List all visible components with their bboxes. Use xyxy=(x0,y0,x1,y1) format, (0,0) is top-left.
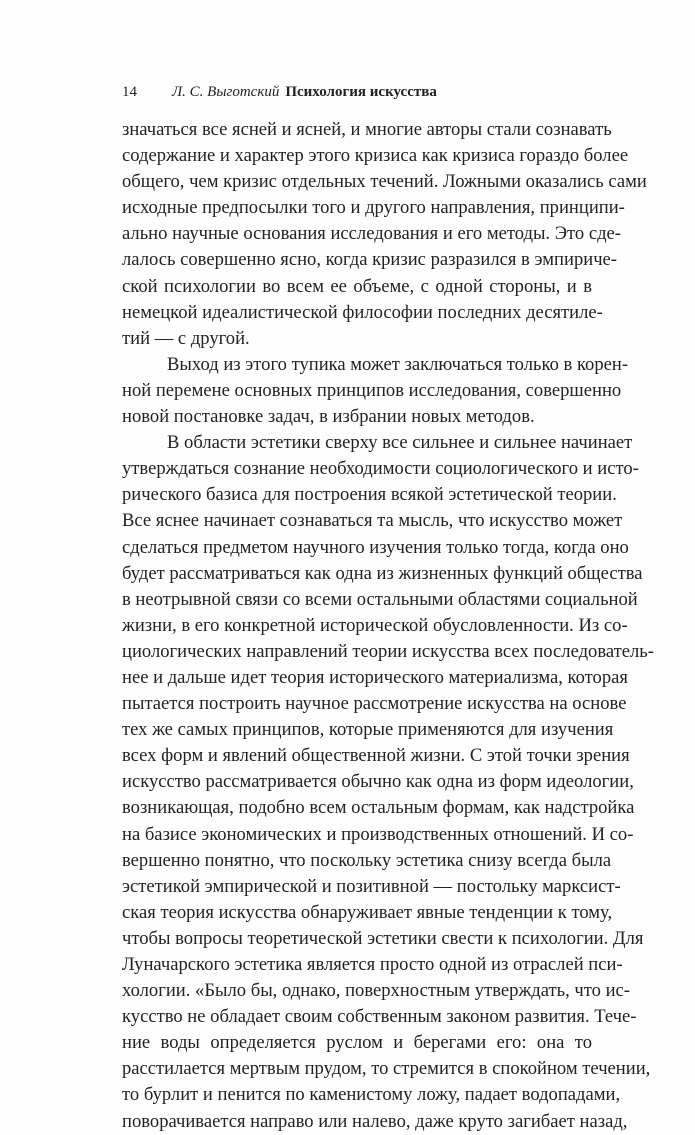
running-header-title: Психология искусства xyxy=(285,84,437,100)
paragraph xyxy=(122,430,654,1135)
text-line: ская теория искусства обнаруживает явные тенденции к тому, xyxy=(122,901,613,923)
text-line: ской психологии во всем ее объеме, с одной стороны, и в xyxy=(122,275,592,297)
text-line: пытается построить научное рассмотрение искусства на основе xyxy=(122,693,627,715)
text-line: общего, чем кризис отдельных течений. Ложными оказались сами xyxy=(122,171,647,193)
text-line: сделаться предметом научного изучения только тогда, когда оно xyxy=(122,536,629,558)
running-header-author: Л. С. Выготский xyxy=(172,84,280,100)
text-line: Луначарского эстетика является просто одной из отраслей пси- xyxy=(122,954,623,975)
text-line: ально научные основания исследования и его методы. Это сде- xyxy=(122,223,621,245)
text-line: возникающая, подобно всем остальным формам, как надстройка xyxy=(122,797,635,819)
text-line: будет рассматриваться как одна из жизненных функций общества xyxy=(122,562,643,584)
text-line: ние воды определяется руслом и берегами его: она то xyxy=(122,1032,592,1054)
text-line: рического базиса для построения всякой эстетической теории. xyxy=(122,484,617,506)
text-line: содержание и характер этого кризиса как кризиса гораздо более xyxy=(122,145,629,167)
text-line: расстилается мертвым прудом, то стремится в спокойном течении, xyxy=(122,1058,651,1080)
text-line: исходные предпосылки того и другого направления, принципи- xyxy=(122,197,625,219)
text-line: нее и дальше идет теория исторического материализма, которая xyxy=(122,666,628,688)
text-line: утверждаться сознание необходимости социологического и исто- xyxy=(122,458,639,480)
text-line: поворачивается направо или налево, даже круто загибает назад, xyxy=(122,1110,628,1132)
text-line: Все яснее начинает сознаваться та мысль, что искусство может xyxy=(122,510,623,532)
text-line: искусство рассматривается обычно как одна из форм идеологии, xyxy=(122,771,634,793)
text-line: в неотрывной связи со всеми остальными областями социальной xyxy=(122,588,638,610)
text-line: хологии. «Было бы, однако, поверхностным утверждать, что ис- xyxy=(122,980,630,1002)
text-line: новой постановке задач, в избрании новых методов. xyxy=(122,406,535,428)
text-line: то бурлит и пенится по каменистому ложу, падает водопадами, xyxy=(122,1084,621,1106)
text-line: немецкой идеалистической философии последних десятиле- xyxy=(122,301,603,323)
text-line: всех форм и явлений общественной жизни. С этой точки зрения xyxy=(122,745,630,767)
text-line: лалось совершенно ясно, когда кризис разразился в эмпириче- xyxy=(122,249,618,271)
text-line: тий — с другой. xyxy=(122,327,250,349)
text-line: эстетикой эмпирической и позитивной — постольку марксист- xyxy=(122,875,621,897)
paragraph xyxy=(122,352,629,430)
text-line: значаться все ясней и ясней, и многие авторы стали сознавать xyxy=(122,119,612,140)
text-line: жизни, в его конкретной исторической обусловленности. Из со- xyxy=(122,614,628,636)
text-line: вершенно понятно, что поскольку эстетика снизу всегда была xyxy=(122,849,612,871)
body-text xyxy=(122,117,654,1135)
text-line: циологических направлений теории искусства всех последователь- xyxy=(122,640,654,662)
page-number: 14 xyxy=(122,84,137,100)
text-line: В области эстетики сверху все сильнее и сильнее начинает xyxy=(167,432,633,454)
text-line: Выход из этого тупика может заключаться только в корен- xyxy=(167,353,629,375)
text-line: ной перемене основных принципов исследования, совершенно xyxy=(122,379,622,401)
text-line: на базисе экономических и производственных отношений. И со- xyxy=(122,823,634,845)
text-line: тех же самых принципов, которые применяются для изучения xyxy=(122,719,614,741)
paragraph xyxy=(122,117,647,352)
text-line: кусство не обладает своим собственным законом развития. Тече- xyxy=(122,1006,637,1028)
running-header xyxy=(122,84,437,101)
text-line: чтобы вопросы теоретической эстетики свести к психологии. Для xyxy=(122,927,644,949)
